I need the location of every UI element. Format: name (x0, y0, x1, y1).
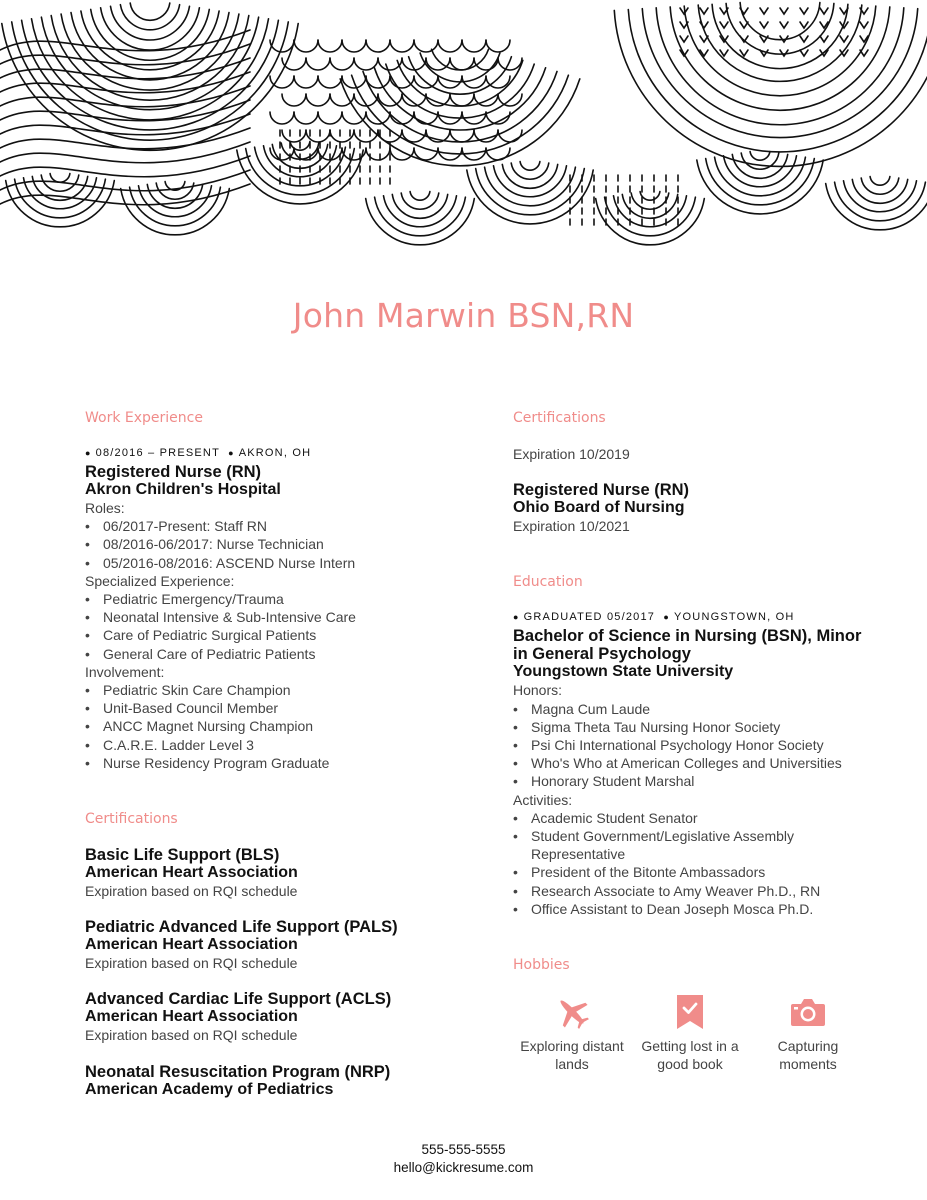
contact-footer (0, 1141, 927, 1177)
certification-org: Ohio Board of Nursing (513, 499, 685, 517)
specialized-list (85, 590, 465, 663)
list-item: • Honorary Student Marshal (531, 772, 873, 790)
certification-name: Registered Nurse (RN) (513, 481, 690, 500)
certification-item (85, 918, 465, 972)
list-item: • C.A.R.E. Ladder Level 3 (103, 736, 465, 754)
list-item: • Student Government/Legislative Assembly Representative (531, 827, 831, 863)
job-title: Registered Nurse (RN) (85, 463, 262, 481)
list-item: • 05/2016-08/2016: ASCEND Nurse Intern (103, 554, 465, 572)
bullet-dot: ● (513, 612, 520, 623)
roles-list (85, 517, 465, 572)
bullet-dot: ● (85, 448, 92, 458)
list-item: • Unit-Based Council Member (103, 699, 465, 717)
certification-expiration: Expiration based on RQI schedule (85, 955, 298, 972)
hobby-item (749, 992, 867, 1073)
list-item: • Sigma Theta Tau Nursing Honor Society (531, 718, 873, 736)
education-location: YOUNGSTOWN, OH (674, 611, 795, 624)
list-item: • Who's Who at American Colleges and Universities (531, 754, 873, 772)
activities-label: Activities: (513, 791, 573, 808)
list-item: • 08/2016-06/2017: Nurse Technician (103, 535, 465, 553)
airplane-icon (513, 992, 631, 1032)
education-meta (513, 609, 873, 625)
camera-icon (749, 992, 867, 1032)
list-item: • Magna Cum Laude (531, 700, 873, 718)
job-location: AKRON, OH (238, 447, 312, 459)
certification-name: Basic Life Support (BLS) (85, 846, 280, 865)
certification-expiration: Expiration based on RQI schedule (85, 883, 298, 900)
certification-org: American Heart Association (85, 936, 298, 954)
phone-number: 555-555-5555 (421, 1142, 506, 1157)
list-item: • President of the Bitonte Ambassadors (531, 863, 831, 881)
certification-expiration: Expiration 10/2021 (513, 518, 630, 535)
list-item: • Pediatric Skin Care Champion (103, 681, 465, 699)
left-column (85, 408, 465, 1117)
certifications-heading: Certifications (513, 410, 606, 426)
list-item: • Pediatric Emergency/Trauma (103, 590, 465, 608)
list-item: • Nurse Residency Program Graduate (103, 754, 465, 772)
hobbies-heading: Hobbies (513, 957, 570, 974)
involvement-list (85, 681, 465, 772)
list-item: • ANCC Magnet Nursing Champion (103, 717, 465, 735)
job-meta (85, 445, 465, 461)
hobbies-list (513, 992, 873, 1073)
list-item: • General Care of Pediatric Patients (103, 645, 465, 663)
certification-expiration: Expiration based on RQI schedule (85, 1027, 298, 1044)
candidate-name: John Marwin BSN,RN (292, 296, 635, 335)
certification-name: Advanced Cardiac Life Support (ACLS) (85, 990, 392, 1009)
certifications-heading: Certifications (85, 811, 178, 828)
employer: Akron Children's Hospital (85, 481, 281, 498)
hobby-item (631, 992, 749, 1073)
graduation-date: GRADUATED 05/2017 (523, 611, 656, 624)
honors-label: Honors: (513, 682, 563, 699)
specialized-label: Specialized Experience: (85, 572, 235, 589)
list-item: • Psi Chi International Psychology Honor Society (531, 736, 873, 754)
decorative-doodle-header (0, 0, 927, 285)
right-column (513, 408, 873, 1073)
honors-list (513, 700, 873, 791)
certification-org: American Heart Association (85, 1008, 298, 1026)
list-item: • Care of Pediatric Surgical Patients (103, 626, 465, 644)
bullet-dot: ● (228, 448, 235, 458)
certification-item (85, 846, 465, 900)
hobby-label: Capturing moments (777, 1038, 839, 1073)
list-item: • Academic Student Senator (531, 809, 831, 827)
activities-list (513, 809, 831, 918)
involvement-label: Involvement: (85, 663, 165, 680)
education-heading: Education (513, 574, 583, 591)
certification-org: American Heart Association (85, 864, 298, 882)
hobby-item (513, 992, 631, 1073)
certification-expiration: Expiration 10/2019 (513, 446, 630, 462)
list-item: • Neonatal Intensive & Sub-Intensive Care (103, 608, 465, 626)
email-address: hello@kickresume.com (393, 1160, 534, 1175)
certification-org: American Academy of Pediatrics (85, 1080, 334, 1098)
work-experience-heading: Work Experience (85, 410, 203, 426)
certification-item (85, 1063, 465, 1099)
bookmark-icon (631, 992, 749, 1032)
bullet-dot: ● (663, 612, 671, 623)
degree-title: Bachelor of Science in Nursing (BSN), Minor in General Psychology (513, 627, 862, 664)
certification-name: Neonatal Resuscitation Program (NRP) (85, 1062, 391, 1081)
job-date: 08/2016 – PRESENT (95, 447, 220, 459)
list-item: • Office Assistant to Dean Joseph Mosca Ph.D. (531, 900, 831, 918)
roles-label: Roles: (85, 500, 125, 516)
hobby-label: Getting lost in a good book (641, 1038, 739, 1073)
list-item: • Research Associate to Amy Weaver Ph.D., RN (531, 882, 831, 900)
school-name: Youngstown State University (513, 663, 734, 681)
certification-item (85, 990, 465, 1044)
certification-name: Pediatric Advanced Life Support (PALS) (85, 918, 398, 937)
list-item: • 06/2017-Present: Staff RN (103, 517, 465, 535)
hobby-label: Exploring distant lands (520, 1038, 624, 1073)
